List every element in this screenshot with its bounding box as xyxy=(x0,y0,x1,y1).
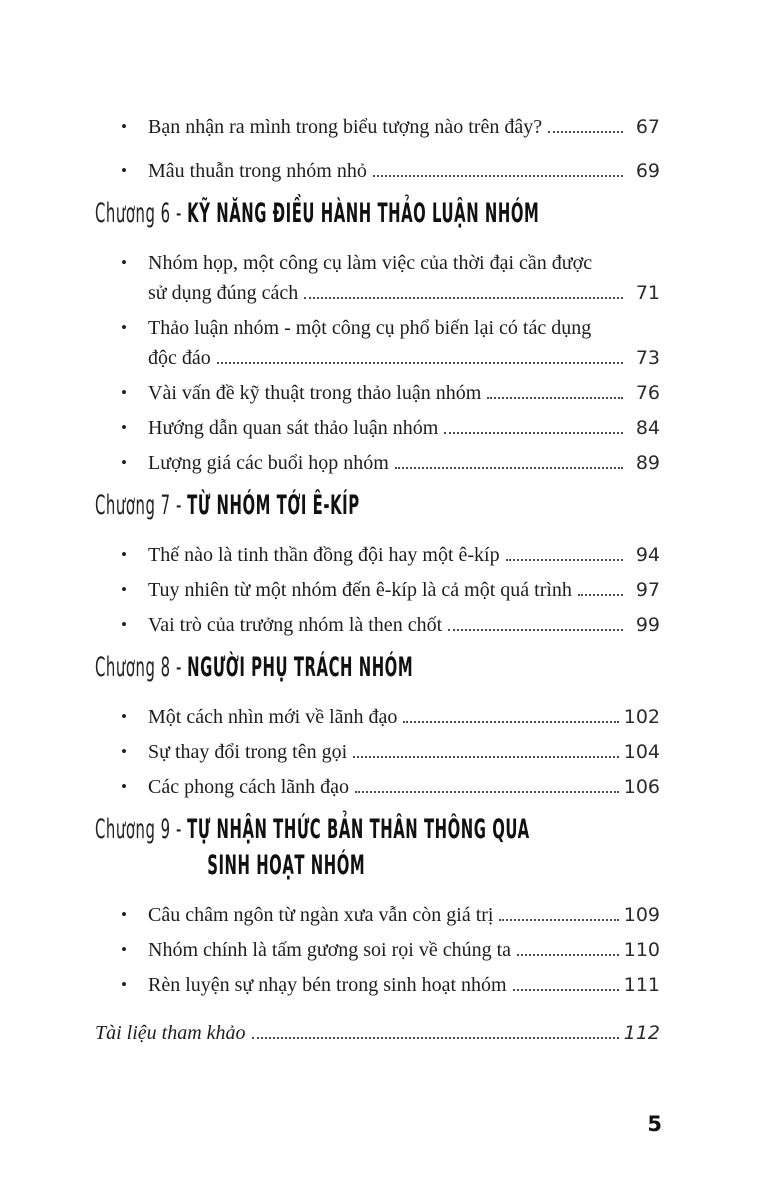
bullet-icon: • xyxy=(121,383,127,402)
references-page-number: 112 xyxy=(623,1022,660,1044)
bullet-icon: • xyxy=(121,318,127,337)
toc-section xyxy=(95,650,660,802)
toc-entry xyxy=(95,935,660,965)
dot-leader xyxy=(395,467,623,469)
bullet-icon: • xyxy=(121,453,127,472)
bullet-icon: • xyxy=(121,418,127,437)
chapter-label: Chương 9 - xyxy=(95,814,188,845)
toc-content xyxy=(95,112,660,1048)
toc-section xyxy=(95,112,660,186)
toc-sections xyxy=(95,112,660,1000)
chapter-title: TỰ NHẬN THỨC BẢN THÂN THÔNG QUA xyxy=(187,814,530,845)
entry-text: Thế nào là tinh thần đồng đội hay một ê-kíp xyxy=(148,544,500,566)
entry-text: Vài vấn đề kỹ thuật trong thảo luận nhóm xyxy=(148,382,482,404)
chapter-label: Chương 7 - xyxy=(95,490,188,521)
bullet-icon: • xyxy=(121,580,127,599)
toc-entry xyxy=(95,313,660,373)
entry-page-number: 89 xyxy=(635,452,660,474)
entry-text: Nhóm chính là tấm gương soi rọi về chúng ta xyxy=(148,939,512,961)
entry-page-number: 69 xyxy=(635,160,660,182)
chapter-title: SINH HOẠT NHÓM xyxy=(207,850,366,881)
toc-entry xyxy=(95,575,660,605)
dot-leader xyxy=(444,432,623,434)
toc-entry xyxy=(95,610,660,640)
chapter-heading xyxy=(95,812,530,884)
dot-leader xyxy=(499,919,618,921)
entry-text: Lượng giá các buổi họp nhóm xyxy=(148,452,389,474)
entry-text: Thảo luận nhóm - một công cụ phổ biến lại có tác dụng xyxy=(148,317,592,339)
entry-page-number: 76 xyxy=(635,382,660,404)
bullet-icon: • xyxy=(121,615,127,634)
entry-text: độc đáo xyxy=(148,347,211,369)
dot-leader xyxy=(252,1037,619,1039)
entry-text: Câu châm ngôn từ ngàn xưa vẫn còn giá trị xyxy=(148,904,494,926)
entry-page-number: 102 xyxy=(623,706,660,728)
bullet-icon: • xyxy=(121,707,127,726)
entry-page-number: 99 xyxy=(635,614,660,636)
toc-entry xyxy=(95,772,660,802)
entry-page-number: 110 xyxy=(623,939,660,961)
entry-page-number: 97 xyxy=(635,579,660,601)
entry-page-number: 106 xyxy=(623,776,660,798)
entry-text: Bạn nhận ra mình trong biểu tượng nào trên đây? xyxy=(148,116,543,138)
toc-entry xyxy=(95,112,660,142)
dot-leader xyxy=(304,297,623,299)
entry-page-number: 104 xyxy=(623,741,660,763)
dot-leader xyxy=(513,989,619,991)
toc-section xyxy=(95,812,660,1000)
toc-entry xyxy=(95,248,660,308)
entry-page-number: 109 xyxy=(623,904,660,926)
toc-entry xyxy=(95,900,660,930)
page-number: 5 xyxy=(647,1112,662,1136)
entry-page-number: 73 xyxy=(635,347,660,369)
entry-page-number: 84 xyxy=(635,417,660,439)
references-label: Tài liệu tham khảo xyxy=(95,1022,246,1044)
entry-page-number: 111 xyxy=(623,974,660,996)
chapter-heading xyxy=(95,488,406,524)
toc-section xyxy=(95,488,660,640)
bullet-icon: • xyxy=(121,117,127,136)
entry-text: Một cách nhìn mới về lãnh đạo xyxy=(148,706,398,728)
dot-leader xyxy=(355,791,619,793)
bullet-icon: • xyxy=(121,777,127,796)
entry-text: Rèn luyện sự nhạy bén trong sinh hoạt nhóm xyxy=(148,974,507,996)
entry-text: Các phong cách lãnh đạo xyxy=(148,776,350,798)
chapter-heading xyxy=(95,196,540,232)
dot-leader xyxy=(578,594,623,596)
dot-leader xyxy=(487,397,623,399)
entry-text: Tuy nhiên từ một nhóm đến ê-kíp là cả một quá trình xyxy=(148,579,572,601)
entry-page-number: 71 xyxy=(635,282,660,304)
dot-leader xyxy=(448,629,623,631)
references-entry xyxy=(95,1018,660,1048)
bullet-icon: • xyxy=(121,161,127,180)
dot-leader xyxy=(217,362,623,364)
entry-text: Vai trò của trưởng nhóm là then chốt xyxy=(148,614,443,636)
toc-entry xyxy=(95,448,660,478)
bullet-icon: • xyxy=(121,253,127,272)
dot-leader xyxy=(373,175,623,177)
entry-text: Mâu thuẫn trong nhóm nhỏ xyxy=(148,160,367,182)
toc-section xyxy=(95,196,660,478)
entry-page-number: 67 xyxy=(635,116,660,138)
dot-leader xyxy=(403,721,618,723)
toc-entry xyxy=(95,413,660,443)
toc-entry xyxy=(95,702,660,732)
entry-text: sử dụng đúng cách xyxy=(148,282,299,304)
chapter-title: TỪ NHÓM TỚI Ê-KÍP xyxy=(187,490,360,521)
chapter-title: KỸ NĂNG ĐIỀU HÀNH THẢO LUẬN NHÓM xyxy=(187,198,540,229)
entry-page-number: 94 xyxy=(635,544,660,566)
bullet-icon: • xyxy=(121,940,127,959)
entry-text: Hướng dẫn quan sát thảo luận nhóm xyxy=(148,417,439,439)
toc-entry xyxy=(95,737,660,767)
chapter-label: Chương 6 - xyxy=(95,198,188,229)
dot-leader xyxy=(506,559,623,561)
chapter-heading xyxy=(95,650,414,686)
toc-entry xyxy=(95,378,660,408)
bullet-icon: • xyxy=(121,975,127,994)
bullet-icon: • xyxy=(121,742,127,761)
entry-text: Nhóm họp, một công cụ làm việc của thời đại cần được xyxy=(148,252,593,274)
dot-leader xyxy=(548,131,623,133)
toc-entry xyxy=(95,156,660,186)
chapter-title: NGƯỜI PHỤ TRÁCH NHÓM xyxy=(187,652,414,683)
bullet-icon: • xyxy=(121,905,127,924)
dot-leader xyxy=(353,756,619,758)
entry-text: Sự thay đổi trong tên gọi xyxy=(148,741,348,763)
chapter-label: Chương 8 - xyxy=(95,652,188,683)
toc-entry xyxy=(95,970,660,1000)
toc-entry xyxy=(95,540,660,570)
bullet-icon: • xyxy=(121,545,127,564)
dot-leader xyxy=(517,954,619,956)
